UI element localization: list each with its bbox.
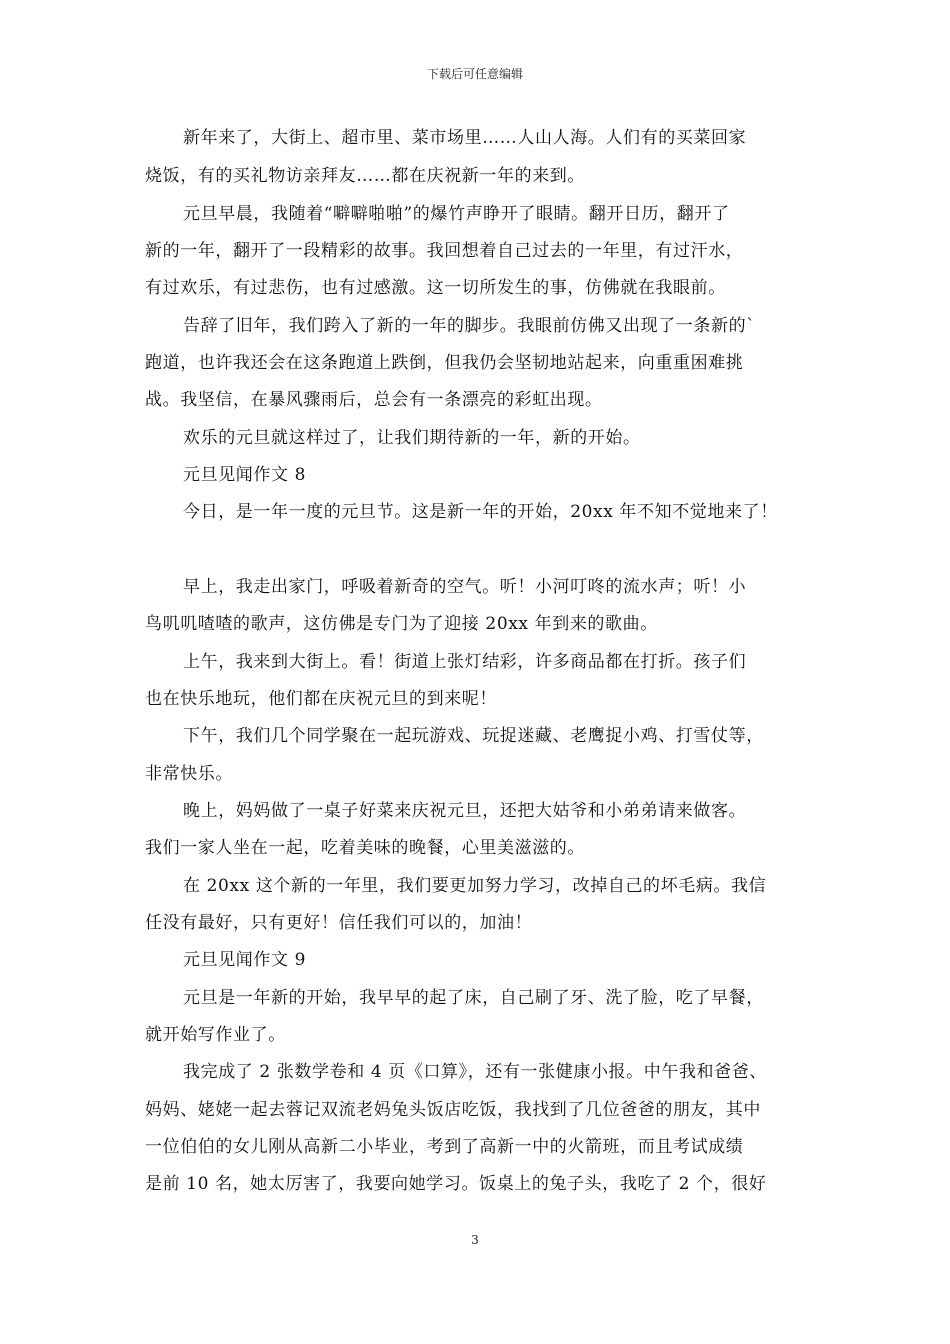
paragraph-line: 今日，是一年一度的元旦节。这是新一年的开始，20xx 年不知不觉地来了！ [183,502,778,522]
paragraph-line: 有过欢乐，有过悲伤，也有过感激。这一切所发生的事，仿佛就在我眼前。 [145,278,726,298]
paragraph-line: 欢乐的元旦就这样过了，让我们期待新的一年，新的开始。 [183,428,641,448]
paragraph-line: 新的一年，翻开了一段精彩的故事。我回想着自己过去的一年里，有过汗水， [145,241,744,261]
section-title: 元旦见闻作文 8 [183,465,307,485]
paragraph-line: 早上，我走出家门，呼吸着新奇的空气。听！小河叮咚的流水声；听！小 [183,577,747,597]
paragraph-line: 告辞了旧年，我们跨入了新的一年的脚步。我眼前仿佛又出现了一条新的` [183,316,756,336]
paragraph-line: 妈妈、姥姥一起去蓉记双流老妈兔头饭店吃饭，我找到了几位爸爸的朋友，其中 [145,1100,761,1120]
paragraph-line: 下午，我们几个同学聚在一起玩游戏、玩捉迷藏、老鹰捉小鸡、打雪仗等， [183,726,764,746]
paragraph-line: 非常快乐。 [145,764,233,784]
paragraph-line: 在 20xx 这个新的一年里，我们要更加努力学习，改掉自己的坏毛病。我信 [183,876,767,896]
paragraph-line: 就开始写作业了。 [145,1025,286,1045]
paragraph-line: 一位伯伯的女儿刚从高新二小毕业，考到了高新一中的火箭班，而且考试成绩 [145,1137,744,1157]
paragraph-line: 是前 10 名，她太厉害了，我要向她学习。饭桌上的兔子头，我吃了 2 个，很好 [145,1174,767,1194]
paragraph-line: 晚上，妈妈做了一桌子好菜来庆祝元旦，还把大姑爷和小弟弟请来做客。 [183,801,747,821]
paragraph-line: 也在快乐地玩，他们都在庆祝元旦的到来呢！ [145,689,497,709]
paragraph-line: 元旦是一年新的开始，我早早的起了床，自己刷了牙、洗了脸，吃了早餐， [183,988,764,1008]
page-header-note: 下载后可任意编辑 [426,67,523,81]
section-title: 元旦见闻作文 9 [183,950,307,970]
paragraph-line: 战。我坚信，在暴风骤雨后，总会有一条漂亮的彩虹出现。 [145,390,603,410]
paragraph-line: 我们一家人坐在一起，吃着美味的晚餐，心里美滋滋的。 [145,838,585,858]
page-number: 3 [471,1233,479,1247]
paragraph-line: 鸟叽叽喳喳的歌声，这仿佛是专门为了迎接 20xx 年到来的歌曲。 [145,614,658,634]
paragraph-line: 上午，我来到大街上。看！街道上张灯结彩，许多商品都在打折。孩子们 [183,652,747,672]
paragraph-line: 跑道，也许我还会在这条跑道上跌倒，但我仍会坚韧地站起来，向重重困难挑 [145,353,744,373]
paragraph-line: 我完成了 2 张数学卷和 4 页《口算》，还有一张健康小报。中午我和爸爸、 [183,1062,767,1082]
paragraph-line: 任没有最好，只有更好！信任我们可以的，加油！ [145,913,533,933]
paragraph-line: 新年来了，大街上、超市里、菜市场里……人山人海。人们有的买菜回家 [183,128,747,148]
paragraph-line: 元旦早晨，我随着“噼噼啪啪”的爆竹声睁开了眼睛。翻开日历，翻开了 [183,204,730,224]
paragraph-line: 烧饭，有的买礼物访亲拜友……都在庆祝新一年的来到。 [145,166,585,186]
